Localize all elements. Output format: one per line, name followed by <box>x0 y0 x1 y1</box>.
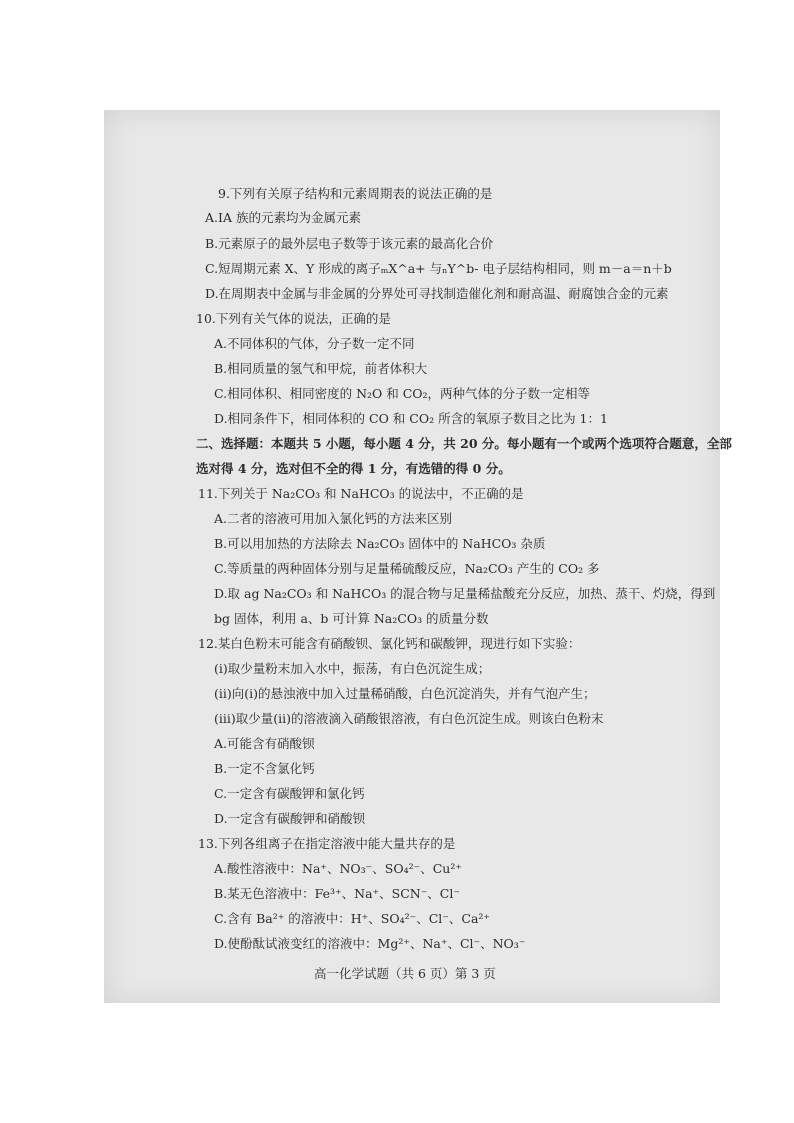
q12-option-d: D.一定含有碳酸钾和硝酸钡 <box>214 811 366 826</box>
q11-option-d: D.取 ag Na₂CO₃ 和 NaHCO₃ 的混合物与足量稀盐酸充分反应，加热、蒸干、灼烧，得到 <box>214 586 716 601</box>
q10-option-c: C.相同体积、相同密度的 N₂O 和 CO₂，两种气体的分子数一定相等 <box>214 386 591 401</box>
page-footer: 高一化学试题（共 6 页）第 3 页 <box>314 966 496 981</box>
q11-option-b: B.可以用加热的方法除去 Na₂CO₃ 固体中的 NaHCO₃ 杂质 <box>214 536 546 551</box>
q10-option-d: D.相同条件下，相同体积的 CO 和 CO₂ 所含的氧原子数目之比为 1：1 <box>214 411 608 426</box>
q11-stem: 11.下列关于 Na₂CO₃ 和 NaHCO₃ 的说法中，不正确的是 <box>198 486 524 501</box>
q11-option-d-continued: bg 固体，利用 a、b 可计算 Na₂CO₃ 的质量分数 <box>214 611 489 626</box>
q9-option-a: A.ⅠA 族的元素均为金属元素 <box>205 210 361 225</box>
q9-option-d: D.在周期表中金属与非金属的分界处可寻找制造催化剂和耐高温、耐腐蚀合金的元素 <box>205 286 669 301</box>
section-two-heading: 二、选择题：本题共 5 小题，每小题 4 分，共 20 分。每小题有一个或两个选项符合题意，全部 <box>196 436 732 451</box>
q9-stem: 9.下列有关原子结构和元素周期表的说法正确的是 <box>218 186 493 201</box>
q12-option-c: C.一定含有碳酸钾和氯化钙 <box>214 786 365 801</box>
q12-step-3: (ⅲ)取少量(ⅱ)的溶液滴入硝酸银溶液，有白色沉淀生成。则该白色粉末 <box>214 711 604 726</box>
q12-option-b: B.一定不含氯化钙 <box>214 761 315 776</box>
q12-step-2: (ⅱ)向(ⅰ)的悬浊液中加入过量稀硝酸，白色沉淀消失，并有气泡产生； <box>214 686 596 701</box>
q11-option-c: C.等质量的两种固体分别与足量稀硫酸反应，Na₂CO₃ 产生的 CO₂ 多 <box>214 561 600 576</box>
q13-option-a: A.酸性溶液中：Na⁺、NO₃⁻、SO₄²⁻、Cu²⁺ <box>214 861 462 876</box>
q13-option-d: D.使酚酞试液变红的溶液中：Mg²⁺、Na⁺、Cl⁻、NO₃⁻ <box>214 936 526 951</box>
section-two-instructions: 选对得 4 分，选对但不全的得 1 分，有选错的得 0 分。 <box>196 461 511 476</box>
q9-option-c: C.短周期元素 X、Y 形成的离子ₘX^a+ 与ₙY^b- 电子层结构相同，则 m－a＝n＋b <box>205 261 672 276</box>
q9-option-b: B.元素原子的最外层电子数等于该元素的最高化合价 <box>205 236 494 251</box>
q13-option-c: C.含有 Ba²⁺ 的溶液中：H⁺、SO₄²⁻、Cl⁻、Ca²⁺ <box>214 911 491 926</box>
q12-option-a: A.可能含有硝酸钡 <box>214 736 315 751</box>
q12-stem: 12.某白色粉末可能含有硝酸钡、氯化钙和碳酸钾，现进行如下实验： <box>198 636 581 651</box>
q11-option-a: A.二者的溶液可用加入氯化钙的方法来区别 <box>214 511 453 526</box>
q12-step-1: (ⅰ)取少量粉末加入水中，振荡，有白色沉淀生成； <box>214 661 491 676</box>
q13-stem: 13.下列各组离子在指定溶液中能大量共存的是 <box>198 836 456 851</box>
q10-stem: 10.下列有关气体的说法，正确的是 <box>196 311 391 326</box>
q10-option-a: A.不同体积的气体，分子数一定不同 <box>214 336 415 351</box>
q10-option-b: B.相同质量的氢气和甲烷，前者体积大 <box>214 361 428 376</box>
q13-option-b: B.某无色溶液中：Fe³⁺、Na⁺、SCN⁻、Cl⁻ <box>214 886 460 901</box>
